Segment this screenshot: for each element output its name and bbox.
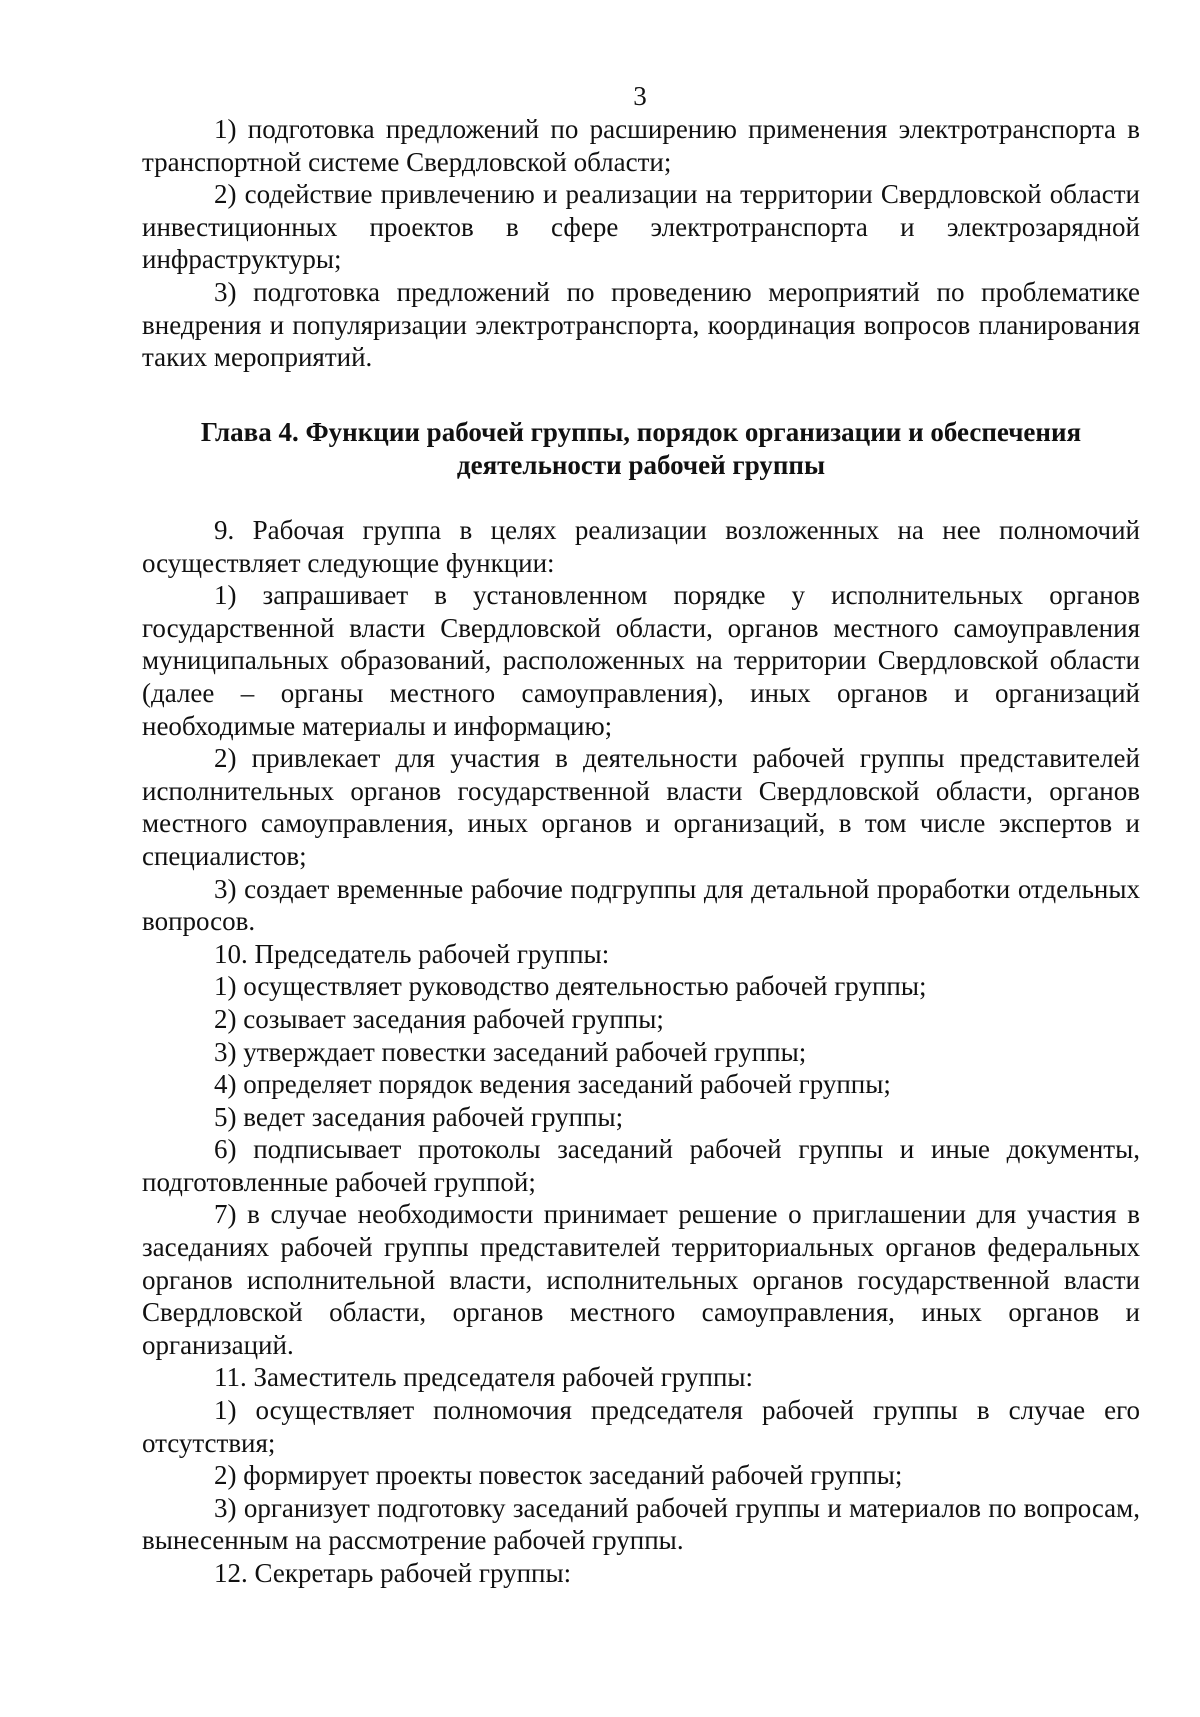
chapter-heading [142,416,1140,481]
chapter-body [142,514,1140,1590]
body-paragraph: 10. Председатель рабочей группы: [214,938,610,969]
body-paragraph: 2) привлекает для участия в деятельности рабочей группы представителей исполнительных органов государственной власти Свердловской области, органов местного самоуправления, иных органов и организаций, в том числе экспертов и специалистов; [142,743,1140,871]
body-paragraph: 7) в случае необходимости принимает решение о приглашении для участия в заседаниях рабочей группы представителей территориальных органов федеральных органов исполнительной власти, исполнительных органов государственной власти Свердловской области, органов местного самоуправления, иных органов и организаций. [142,1199,1140,1360]
body-paragraph: 11. Заместитель председателя рабочей группы: [214,1362,754,1393]
body-paragraph: 3) создает временные рабочие подгруппы для детальной проработки отдельных вопросов. [142,873,1140,937]
page-number: 3 [633,81,647,111]
chapter-heading-line: деятельности рабочей группы [456,449,826,480]
body-paragraph: 3) организует подготовку заседаний рабочей группы и материалов по вопросам, вынесенным на рассмотрение рабочей группы. [142,1492,1140,1556]
body-paragraph: 4) определяет порядок ведения заседаний рабочей группы; [214,1069,891,1100]
body-paragraph: 6) подписывает протоколы заседаний рабочей группы и иные документы, подготовленные рабочей группой; [142,1134,1140,1197]
body-paragraph: 5) ведет заседания рабочей группы; [214,1101,624,1132]
body-paragraph: 3) утверждает повестки заседаний рабочей группы; [214,1036,807,1067]
intro-list [142,113,1140,374]
body-paragraph: 2) формирует проекты повесток заседаний рабочей группы; [214,1460,903,1491]
body-paragraph: 1) запрашивает в установленном порядке у исполнительных органов государственной власти Свердловской области, органов местного самоуправления муниципальных образований, расположенных на территории Свердловской области (далее – органы местного самоуправления), иных органов и организаций необходимые материалы и информацию; [142,580,1140,741]
list-item: 1) подготовка предложений по расширению применения электротранспорта в транспортной системе Свердловской области; [142,114,1140,177]
body-paragraph: 12. Секретарь рабочей группы: [214,1558,572,1588]
list-item: 3) подготовка предложений по проведению мероприятий по проблематике внедрения и популяризации электротранспорта, координация вопросов планирования таких мероприятий. [142,276,1140,373]
list-item: 2) содействие привлечению и реализации на территории Свердловской области инвестиционных проектов в сфере электротранспорта и электрозарядной инфраструктуры; [142,179,1140,275]
body-paragraph: 9. Рабочая группа в целях реализации возложенных на нее полномочий осуществляет следующие функции: [142,515,1140,578]
body-paragraph: 2) созывает заседания рабочей группы; [214,1003,664,1034]
body-paragraph: 1) осуществляет руководство деятельностью рабочей группы; [214,971,927,1002]
chapter-heading-line: Глава 4. Функции рабочей группы, порядок организации и обеспечения [200,417,1082,447]
body-paragraph: 1) осуществляет полномочия председателя рабочей группы в случае его отсутствия; [142,1395,1140,1458]
